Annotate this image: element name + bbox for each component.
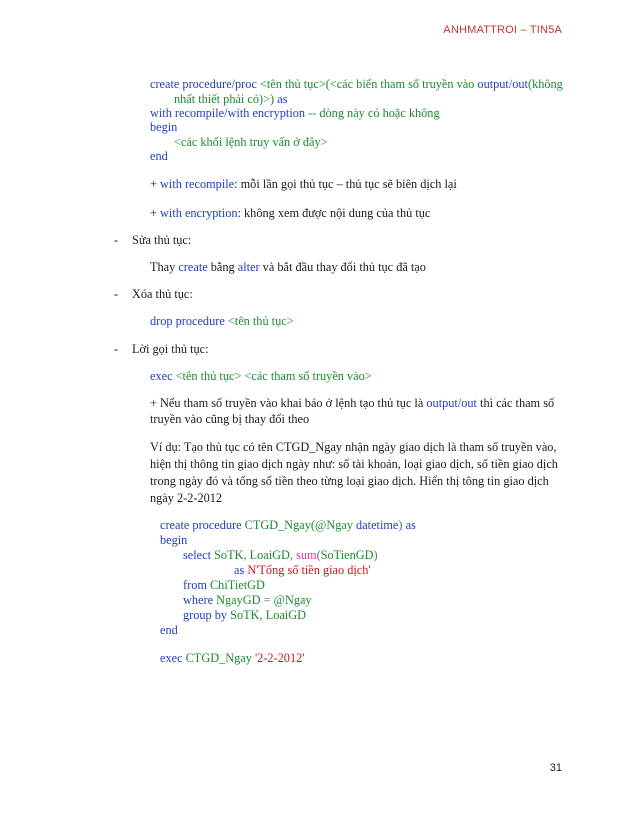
code-close-paren: ) bbox=[398, 518, 406, 532]
code-from-keyword: from bbox=[183, 578, 210, 592]
syntax-body: <các khối lệnh truy vấn ở đây> bbox=[174, 135, 328, 149]
note-recompile-text: : mỗi lần gọi thủ tục – thủ tục sẽ biên dịch lại bbox=[234, 177, 457, 191]
code-from-line bbox=[183, 578, 265, 593]
example-line-4: ngày 2-2-2012 bbox=[150, 491, 223, 505]
note-encryption-text: : không xem được nội dung của thủ tục bbox=[237, 206, 431, 220]
code-alias-string: N'Tổng số tiền giao dịch' bbox=[247, 563, 371, 577]
syntax-line-create bbox=[150, 77, 563, 92]
code-exec-keyword: exec bbox=[160, 651, 186, 665]
bullet-alter: - bbox=[114, 233, 119, 247]
call-arguments: <tên thủ tục> <các tham số truyền vào> bbox=[172, 369, 372, 383]
para-text-2: thì các tham số bbox=[476, 396, 555, 410]
code-create-keyword: create procedure bbox=[160, 518, 242, 532]
note-recompile bbox=[150, 177, 457, 192]
note-encryption bbox=[150, 206, 430, 221]
code-exec-arg: '2-2-2012' bbox=[251, 651, 305, 665]
para-output-line-1 bbox=[150, 396, 554, 411]
code-param-type: datetime bbox=[352, 518, 399, 532]
code-exec-line bbox=[160, 651, 304, 666]
alter-description bbox=[150, 260, 426, 275]
syntax-as-keyword: as bbox=[277, 92, 288, 106]
code-create-line bbox=[160, 518, 416, 533]
example-line-3: trong ngày đó và tổng số tiền theo từng loại giao dịch. Hiển thị tông tin giao dịch bbox=[150, 474, 549, 488]
syntax-line-with bbox=[150, 106, 440, 121]
syntax-end: end bbox=[150, 149, 168, 163]
code-col-sotiengd: SoTienGD bbox=[320, 548, 374, 562]
page-header: ANHMATTROI – TIN5A bbox=[443, 24, 562, 36]
code-as-keyword: as bbox=[405, 518, 416, 532]
section-alter-title: Sửa thủ tục: bbox=[132, 233, 192, 247]
alter-text-2: bằng bbox=[207, 260, 238, 274]
call-syntax bbox=[150, 369, 372, 384]
code-end: end bbox=[160, 623, 178, 637]
syntax-begin: begin bbox=[150, 120, 178, 134]
code-proc-name: CTGD_Ngay( bbox=[241, 518, 316, 532]
code-table-name: ChiTietGD bbox=[209, 578, 265, 592]
code-where-line bbox=[183, 593, 312, 608]
code-col-sotk: SoTK bbox=[214, 548, 244, 562]
alter-create-keyword: create bbox=[178, 260, 208, 274]
code-param: @Ngay bbox=[315, 518, 353, 532]
syntax-with-keyword: with recompile/with encryption bbox=[150, 106, 306, 120]
para-output-line-2: truyền vào cũng bị thay đổi theo bbox=[150, 412, 310, 426]
code-col-loaigd: LoaiGD bbox=[249, 548, 290, 562]
note-encryption-prefix: + bbox=[150, 206, 161, 220]
code-close-paren-2: ) bbox=[373, 548, 378, 562]
para-text-1: + Nếu tham số truyền vào khai báo ở lệnh tạo thủ tục là bbox=[150, 396, 427, 410]
code-select-keyword: select bbox=[183, 548, 215, 562]
code-exec-proc: CTGD_Ngay bbox=[185, 651, 252, 665]
syntax-params-end: nhất thiết phải có)>) bbox=[174, 92, 278, 106]
code-as-keyword-2: as bbox=[234, 563, 248, 577]
code-begin: begin bbox=[160, 533, 188, 547]
para-output-keyword: output/out bbox=[426, 396, 477, 410]
note-recompile-keyword: with recompile bbox=[160, 177, 235, 191]
example-line-2: hiện thị thông tin giao dịch ngày như: số tài khoản, loại giao dịch, số tiền giao dịch bbox=[150, 457, 558, 471]
syntax-output-keyword: output/out bbox=[477, 77, 528, 91]
section-drop-title: Xóa thủ tục: bbox=[132, 287, 193, 301]
code-col-ngaygd: NgayGD bbox=[216, 593, 261, 607]
drop-syntax bbox=[150, 314, 294, 329]
code-param-ref: @Ngay bbox=[273, 593, 312, 607]
call-exec-keyword: exec bbox=[150, 369, 173, 383]
code-groupby-keyword: group by bbox=[183, 608, 231, 622]
syntax-params: <tên thủ tục>(<các biến tham số truyền vào bbox=[256, 77, 478, 91]
bullet-call: - bbox=[114, 342, 119, 356]
section-call-title: Lời gọi thủ tục: bbox=[132, 342, 209, 356]
alter-text-1: Thay bbox=[150, 260, 179, 274]
drop-keyword: drop procedure bbox=[150, 314, 225, 328]
code-groupby-line bbox=[183, 608, 306, 623]
alter-text-3: và bắt đầu thay đổi thủ tục đã tạo bbox=[259, 260, 426, 274]
drop-argument: <tên thủ tục> bbox=[224, 314, 294, 328]
code-where-keyword: where bbox=[183, 593, 217, 607]
syntax-create-keyword: create procedure/proc bbox=[150, 77, 257, 91]
code-group-sotk: SoTK bbox=[230, 608, 260, 622]
page-number: 31 bbox=[549, 762, 562, 774]
alter-alter-keyword: alter bbox=[237, 260, 260, 274]
syntax-comment: -- dòng này có hoặc không bbox=[305, 106, 440, 120]
note-recompile-prefix: + bbox=[150, 177, 161, 191]
bullet-drop: - bbox=[114, 287, 119, 301]
code-comma-2: , bbox=[289, 548, 297, 562]
syntax-line-create-cont bbox=[174, 92, 287, 107]
code-open-paren: ( bbox=[316, 548, 321, 562]
code-equals: = bbox=[260, 593, 274, 607]
code-sum-function: sum bbox=[296, 548, 317, 562]
note-encryption-keyword: with encryption bbox=[160, 206, 238, 220]
syntax-params-cont: (không bbox=[527, 77, 563, 91]
code-comma-1: , bbox=[243, 548, 250, 562]
code-group-loaigd: LoaiGD bbox=[265, 608, 306, 622]
code-comma-3: , bbox=[259, 608, 266, 622]
code-select-line bbox=[183, 548, 378, 563]
example-line-1: Ví dụ: Tạo thủ tục có tên CTGD_Ngay nhận ngày giao dịch là tham số truyền vào, bbox=[150, 440, 557, 454]
code-alias-line bbox=[234, 563, 371, 578]
